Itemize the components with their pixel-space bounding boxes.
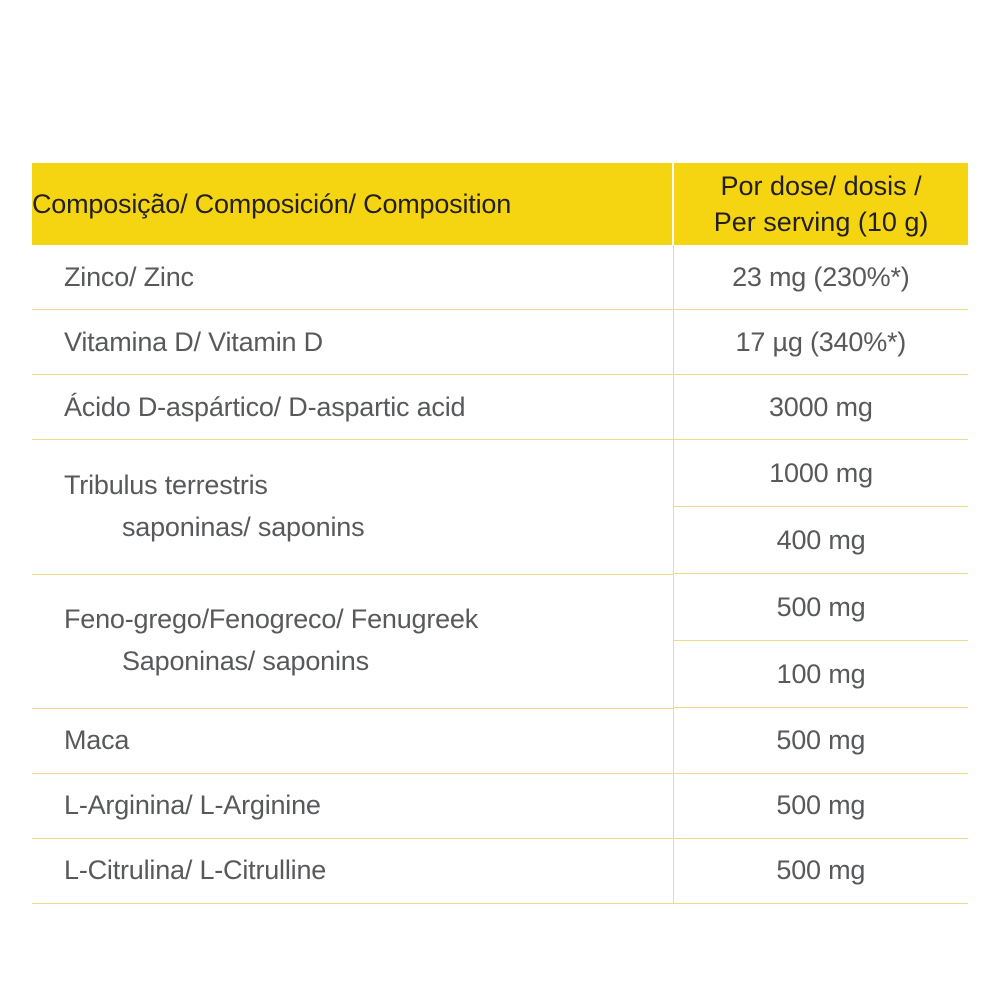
header-per-serving <box>673 163 968 245</box>
row-subname: Saponinas/ saponins <box>122 646 369 676</box>
row-value: 3000 mg <box>673 375 968 440</box>
row-name: Maca <box>32 708 673 773</box>
header-composition: Composição/ Composición/ Composition <box>32 163 673 245</box>
table-row <box>32 375 968 440</box>
row-name: Vitamina D/ Vitamin D <box>32 310 673 375</box>
row-value: 500 mg <box>673 708 968 773</box>
row-value: 500 mg <box>673 574 968 641</box>
row-subvalue: 100 mg <box>673 641 968 708</box>
table-row <box>32 838 968 903</box>
table-row <box>32 245 968 310</box>
row-name: Ácido D-aspártico/ D-aspartic acid <box>32 375 673 440</box>
row-value: 1000 mg <box>673 440 968 507</box>
row-name: Feno-grego/Fenogreco/ Fenugreek <box>64 604 479 635</box>
row-subname: saponinas/ saponins <box>122 511 365 542</box>
table-row-group <box>32 574 968 708</box>
row-name: Zinco/ Zinc <box>32 245 673 310</box>
table-row <box>32 773 968 838</box>
row-value-group <box>673 440 968 575</box>
row-value: 500 mg <box>673 773 968 838</box>
table-row-group <box>32 440 968 575</box>
row-name-group <box>32 574 673 708</box>
header-per-serving-line2: Per serving (10 g) <box>713 207 929 237</box>
table-row <box>32 708 968 773</box>
row-name: L-Arginina/ L-Arginine <box>32 773 673 838</box>
row-name: Tribulus terrestris <box>64 469 268 500</box>
header-per-serving-line1: Por dose/ dosis / <box>720 170 922 201</box>
table-row <box>32 310 968 375</box>
row-name: L-Citrulina/ L-Citrulline <box>32 838 673 903</box>
row-value: 500 mg <box>673 838 968 903</box>
row-value-group <box>673 574 968 708</box>
composition-table <box>32 163 968 904</box>
row-value: 17 µg (340%*) <box>673 310 968 375</box>
row-name-group <box>32 440 673 575</box>
nutrition-facts-panel <box>32 163 968 904</box>
row-value: 23 mg (230%*) <box>673 245 968 310</box>
row-subvalue: 400 mg <box>673 507 968 574</box>
table-header-row <box>32 163 968 245</box>
